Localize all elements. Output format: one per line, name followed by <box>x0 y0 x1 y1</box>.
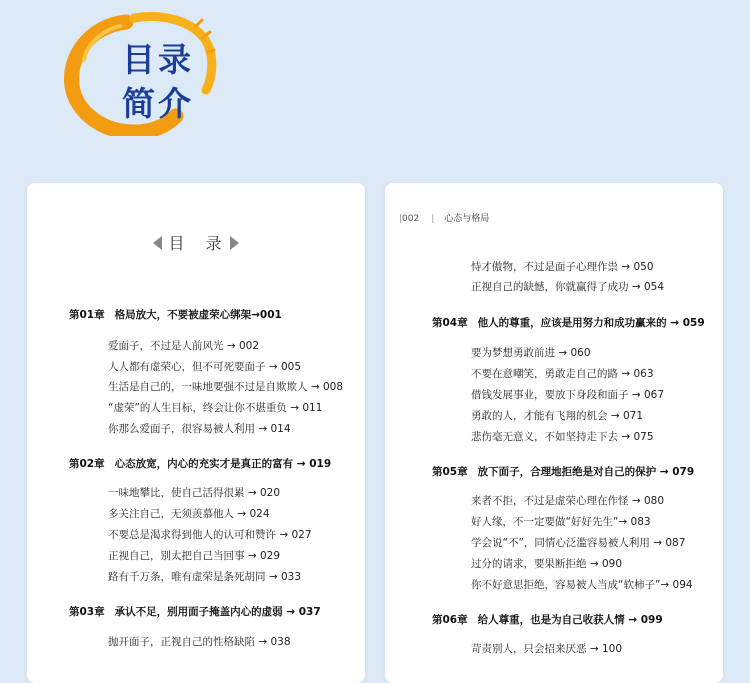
chapter-title: 放下面子，合理地拒绝是对自己的保护 → 079 <box>477 466 695 478</box>
logo-line-2: 简介 <box>122 84 194 123</box>
logo-text <box>122 38 202 126</box>
section-entry: 一味地攀比，使自己活得很累 → 020 <box>108 487 281 499</box>
chapter-number: 第04章 <box>432 317 468 329</box>
section-entry: 人人都有虚荣心，但不可死要面子 → 005 <box>108 361 302 373</box>
logo-line-1: 目录 <box>122 40 194 79</box>
section-entry: 不要总是渴求得到他人的认可和赞许 → 027 <box>108 529 312 541</box>
toc-page-right <box>385 183 723 683</box>
section-entry: 过分的请求，要果断拒绝 → 090 <box>471 558 623 570</box>
section-entry: 爱面子，不过是人前风光 → 002 <box>108 340 260 352</box>
section-entry: 你那么爱面子，很容易被人利用 → 014 <box>108 423 291 435</box>
section-entry: “虚荣”的人生目标，终会让你不堪重负 → 011 <box>108 402 323 414</box>
section-entry: 多关注自己，无须羡慕他人 → 024 <box>108 508 270 520</box>
toc-page-left <box>27 183 365 683</box>
chapter-title: 格局放大，不要被虚荣心绑架→001 <box>114 309 282 321</box>
section-entry: 抛开面子，正视自己的性格缺陷 → 038 <box>108 636 291 648</box>
catalog-logo <box>62 8 222 136</box>
section-entry: 恃才傲物，不过是面子心理作祟 → 050 <box>471 261 654 273</box>
section-entry: 好人缘，不一定要做“好好先生”→ 083 <box>471 516 651 528</box>
section-entry: 正视自己的缺憾，你就赢得了成功 → 054 <box>471 281 665 293</box>
chapter-number: 第05章 <box>432 466 468 478</box>
chapter-title: 给人尊重，也是为自己收获人情 → 099 <box>477 614 663 626</box>
chapter-heading <box>69 307 282 322</box>
section-entry: 悲伤毫无意义，不如坚持走下去 → 075 <box>471 431 654 443</box>
chapter-heading <box>432 315 705 330</box>
chapter-number: 第01章 <box>69 309 105 321</box>
chapter-number: 第06章 <box>432 614 468 626</box>
chapter-heading <box>432 612 663 627</box>
toc-heading <box>27 231 365 254</box>
toc-heading-text: 目 录 <box>168 234 230 253</box>
section-entry: 生活是自己的，一味地要强不过是自欺欺人 → 008 <box>108 381 344 393</box>
chapter-number: 第03章 <box>69 606 105 618</box>
chapter-title: 他人的尊重，应该是用努力和成功赢来的 → 059 <box>477 317 705 329</box>
page-number: 002 <box>402 214 420 224</box>
section-entry: 勇敢的人，才能有飞翔的机会 → 071 <box>471 410 644 422</box>
chapter-heading <box>69 604 321 619</box>
section-entry: 苛责别人，只会招来厌恶 → 100 <box>471 643 623 655</box>
section-entry: 要为梦想勇敢前进 → 060 <box>471 347 591 359</box>
section-entry: 不要在意嘲笑，勇敢走自己的路 → 063 <box>471 368 654 380</box>
chapter-number: 第02章 <box>69 458 105 470</box>
section-entry: 来者不拒，不过是虚荣心理在作怪 → 080 <box>471 495 665 507</box>
section-entry: 借钱发展事业，要放下身段和面子 → 067 <box>471 389 665 401</box>
section-entry: 你不好意思拒绝，容易被人当成“软柿子”→ 094 <box>471 579 693 591</box>
chapter-heading <box>69 456 331 471</box>
chapter-heading <box>432 464 694 479</box>
running-header: |002 | 心态与格局 <box>399 214 490 224</box>
running-title: 心态与格局 <box>444 214 490 224</box>
section-entry: 正视自己，别太把自己当回事 → 029 <box>108 550 281 562</box>
chapter-title: 承认不足，别用面子掩盖内心的虚弱 → 037 <box>114 606 321 618</box>
left-triangle-icon <box>153 236 162 250</box>
right-triangle-icon <box>230 236 239 250</box>
section-entry: 学会说“不”，同情心泛滥容易被人利用 → 087 <box>471 537 686 549</box>
section-entry: 路有千万条，唯有虚荣是条死胡同 → 033 <box>108 571 302 583</box>
chapter-title: 心态放宽，内心的充实才是真正的富有 → 019 <box>114 458 332 470</box>
